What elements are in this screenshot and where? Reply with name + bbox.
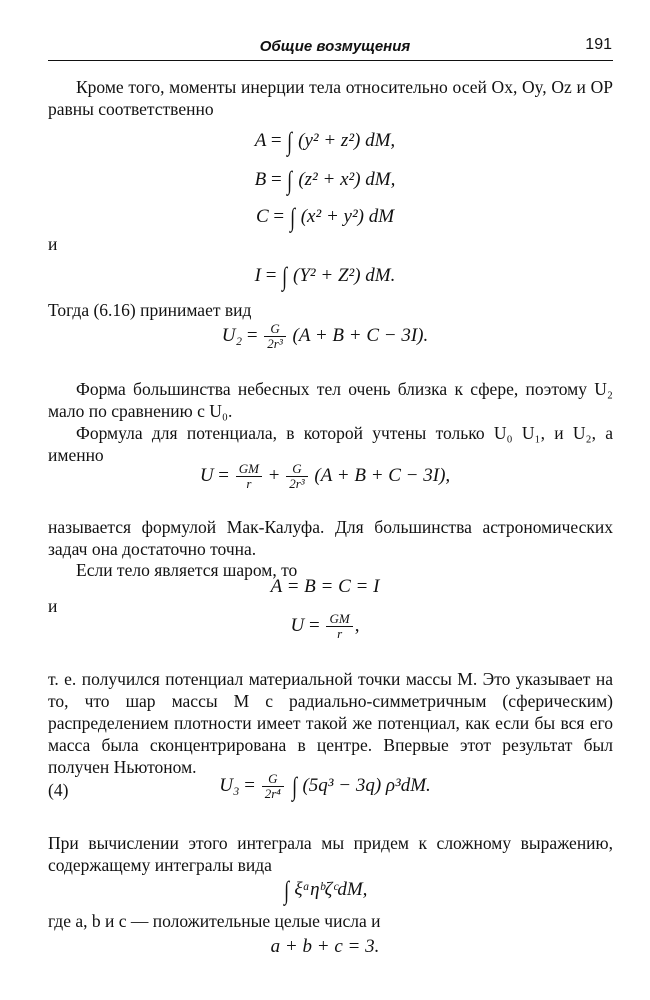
eq-U-denominator-2: 2r³	[286, 476, 307, 491]
page-number: 191	[585, 36, 612, 53]
paragraph-where-abc: где a, b и c — положительные целые числа и	[48, 911, 381, 931]
eq-B-lhs: B	[254, 169, 267, 190]
integral-sign-icon: ∫	[283, 876, 289, 905]
eq-U3-denominator: 2r⁴	[262, 786, 284, 801]
paragraph-if-sphere: Если тело является шаром, то	[76, 560, 298, 580]
equation-U-sphere: U = $\frac{GM}{r}$ ,	[290, 611, 360, 641]
eq-U2-lhs: U₂	[221, 324, 243, 346]
equation-C: C = ∫ (x² + y²) dM	[255, 203, 395, 232]
eq-xi-body: ξᵃηᵇζᶜdM,	[294, 879, 368, 900]
running-head-title: Общие возмущения	[259, 38, 411, 55]
header-rule	[48, 60, 613, 61]
eq-U3-body: (5q³ − 3q) ρ³dM.	[302, 775, 431, 796]
integral-sign-icon: ∫	[291, 772, 297, 801]
eq-A-lhs: A	[254, 130, 267, 151]
eq-U2-numerator: G	[270, 321, 280, 336]
equation-U3: U₃ = $\frac{G}{\text{2r⁴}}$ ∫ (5q³ − 3q) ρ³dM.	[219, 771, 431, 802]
paragraph-sphere-shape: Форма большинства небесных тел очень близка к сфере, поэтому U₂ мало по сравнению с U₀.	[48, 379, 613, 421]
conjunction-and-2: и	[48, 596, 58, 616]
integral-sign-icon: ∫	[287, 166, 293, 195]
eq-U-lhs: U	[199, 464, 214, 486]
eq-U3-numerator: G	[268, 771, 278, 787]
equation-U2: U₂ = $\frac{G}{\text{2r³}}$ (A + B + C − 3I).	[221, 321, 429, 351]
integral-sign-icon: ∫	[282, 262, 288, 291]
eq-Usph-numerator: GM	[329, 611, 350, 626]
paragraph-then-form: Тогда (6.16) принимает вид	[48, 300, 252, 320]
paragraph-point-mass: т. е. получился потенциал материальной точки массы M. Это указывает на то, что шар массы M с радиально-симметричным (сферическим) распределением плотности имеет такой же потенциал, как если бы вся его масса была сконцентрирована в центре. Впервые этот результат был получен Ньютоном.	[48, 669, 613, 777]
equation-A: A = ∫ (y² + z²) dM,	[254, 127, 396, 156]
eq-U-numerator-1: GM	[238, 461, 259, 476]
eq-U2-denominator: 2r³	[264, 336, 285, 351]
conjunction-and-1: и	[48, 234, 58, 254]
equation-xi-eta-zeta	[0, 876, 650, 906]
eq-Usph-denominator: r	[326, 626, 352, 641]
eq-Usph-tail: ,	[354, 614, 360, 636]
paragraph-moments-intro: Кроме того, моменты инерции тела относительно осей Ox, Oy, Oz и OP равны соответственно	[48, 77, 613, 119]
eq-I-lhs: I	[254, 265, 261, 286]
paragraph-potential-formula: Формула для потенциала, в которой учтены только U₀ U₁, и U₂, а именно	[48, 423, 613, 465]
eq-Usph-fraction	[326, 612, 352, 641]
eq-I-body: (Y² + Z²) dM.	[293, 265, 396, 286]
eq-A-body: (y² + z²) dM,	[298, 130, 396, 151]
eq-U2-rest: (A + B + C − 3I).	[292, 324, 429, 346]
equation-U-full: U = $\frac{GM}{r}$ + $\frac{G}{\text{2r³}}$ (A + B + C − 3I),	[199, 461, 451, 491]
integral-sign-icon: ∫	[287, 127, 293, 156]
eq-Usph-lhs: U	[290, 614, 305, 636]
eq-U3-fraction	[262, 772, 284, 801]
equation-a-b-c: a + b + c = 3.	[270, 936, 380, 957]
eq-U3-lhs: U₃	[219, 775, 240, 796]
equation-B: B = ∫ (z² + x²) dM,	[254, 166, 396, 195]
paragraph-integral-expression: При вычислении этого интеграла мы придем к сложному выражению, содержащему интегралы вида	[48, 833, 613, 875]
eq-U-rest: (A + B + C − 3I),	[314, 464, 451, 486]
paragraph-maccullagh: называется формулой Мак-Калуфа. Для большинства астрономических задач она достаточно точна.	[48, 517, 613, 559]
equation-label-4: (4)	[48, 780, 69, 800]
eq-C-body: (x² + y²) dM	[300, 206, 395, 227]
integral-sign-icon: ∫	[289, 203, 295, 232]
eq-U-fraction-2	[286, 462, 307, 491]
eq-C-lhs: C	[255, 206, 269, 227]
equation-I: I = ∫ (Y² + Z²) dM.	[254, 262, 396, 291]
eq-U-denominator-1: r	[236, 476, 262, 491]
eq-U2-fraction	[264, 322, 285, 351]
eq-U-numerator-2: G	[292, 461, 302, 476]
eq-U-fraction-1	[236, 462, 262, 491]
eq-B-body: (z² + x²) dM,	[298, 169, 396, 190]
equation-A-B-C-I: A = B = C = I	[270, 576, 380, 597]
